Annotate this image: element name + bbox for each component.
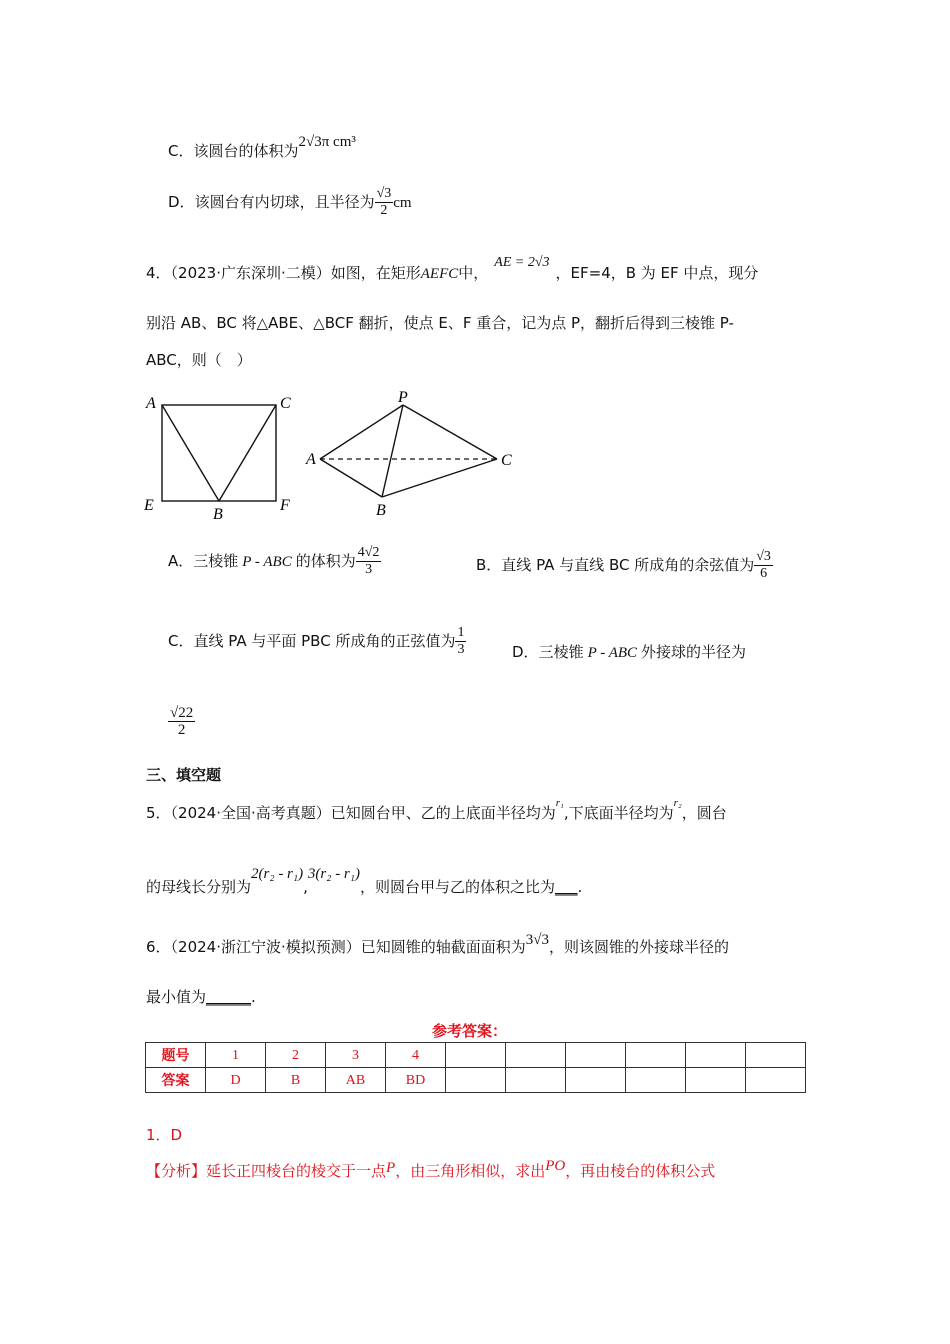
section-heading: 三、填空题 <box>146 766 222 784</box>
table-cell: B <box>290 1072 301 1088</box>
q6-line1: 6．（2024·浙江宁波·模拟预测）已知圆锥的轴截面面积为3√3，则该圆锥的外接球半径的 <box>146 932 730 956</box>
solution-1-head: 1．D <box>146 1126 183 1144</box>
label-b-left: B <box>213 506 223 523</box>
table-cell: AB <box>345 1072 366 1088</box>
rectangle-aefc-figure <box>143 395 291 523</box>
label-e-left: E <box>144 497 154 514</box>
table-cell: BD <box>405 1072 426 1088</box>
label-f-left: F <box>280 497 290 514</box>
answers-title: 参考答案： <box>432 1022 508 1040</box>
q4-option-b: B．直线 PA 与直线 BC 所成角的余弦值为 $\frac{√3}{6}$ <box>476 549 771 581</box>
option-d-prev: D．该圆台有内切球，且半径为 $\frac{√3}{2}$ cm <box>168 186 412 218</box>
table-row <box>146 1068 806 1093</box>
q6-line2: 最小值为______. <box>146 988 256 1006</box>
table-cell: 4 <box>412 1047 419 1063</box>
q4-option-c: C．直线 PA 与平面 PBC 所成角的正弦值为 $\frac{1}{3}$ <box>168 625 465 657</box>
table-row <box>146 1043 806 1068</box>
answer-table <box>145 1042 806 1093</box>
table-cell: 1 <box>232 1047 239 1063</box>
label-c-right: C <box>501 452 512 469</box>
row1-label: 题号 <box>146 1043 206 1068</box>
q4-option-d: D．三棱锥 P - ABC 外接球的半径为 <box>512 643 747 661</box>
label-a-right: A <box>306 451 316 468</box>
q5-line1: 5．（2024·全国·高考真题）已知圆台甲、乙的上底面半径均为$^{r_1}$,下底面半径均为$^{r_2}$，圆台 <box>146 797 727 822</box>
q4-figure <box>140 388 520 523</box>
option-c-prev: C．该圆台的体积为2√3π cm³ <box>168 134 356 160</box>
label-b-right: B <box>376 502 386 519</box>
label-a-left: A <box>146 395 156 412</box>
q4-line2: 别沿 AB、BC 将△ABE、△BCF 翻折，使点 E、F 重合，记为点 P，翻折后得到三棱锥 P- <box>146 314 734 332</box>
q4-option-d-value: $\frac{√22}{2}$ <box>170 705 194 738</box>
table-cell: 3 <box>352 1047 359 1063</box>
tetrahedron-figure <box>305 389 512 519</box>
label-c-left: C <box>280 395 291 412</box>
q4-option-a: A．三棱锥 P - ABC 的体积为 $\frac{4√2}{3}$ <box>168 545 380 577</box>
table-cell: D <box>230 1072 241 1088</box>
q5-line2: 的母线长分别为2(r₂ - r₁),3(r₂ - r₁)，则圆台甲与乙的体积之比为___. <box>146 866 583 896</box>
q4-line3: ABC，则（ ） <box>146 351 252 369</box>
table-cell: 2 <box>292 1047 299 1063</box>
row2-label: 答案 <box>146 1068 206 1093</box>
label-p-right: P <box>398 389 408 406</box>
q4-line1: 4．（2023·广东深圳·二模）如图，在矩形AEFC中，AE = 2√3，EF=4，B 为 EF 中点，现分 <box>146 255 759 282</box>
solution-1-analysis: 【分析】延长正四棱台的棱交于一点P，由三角形相似，求出PO，再由棱台的体积公式 <box>146 1158 716 1180</box>
